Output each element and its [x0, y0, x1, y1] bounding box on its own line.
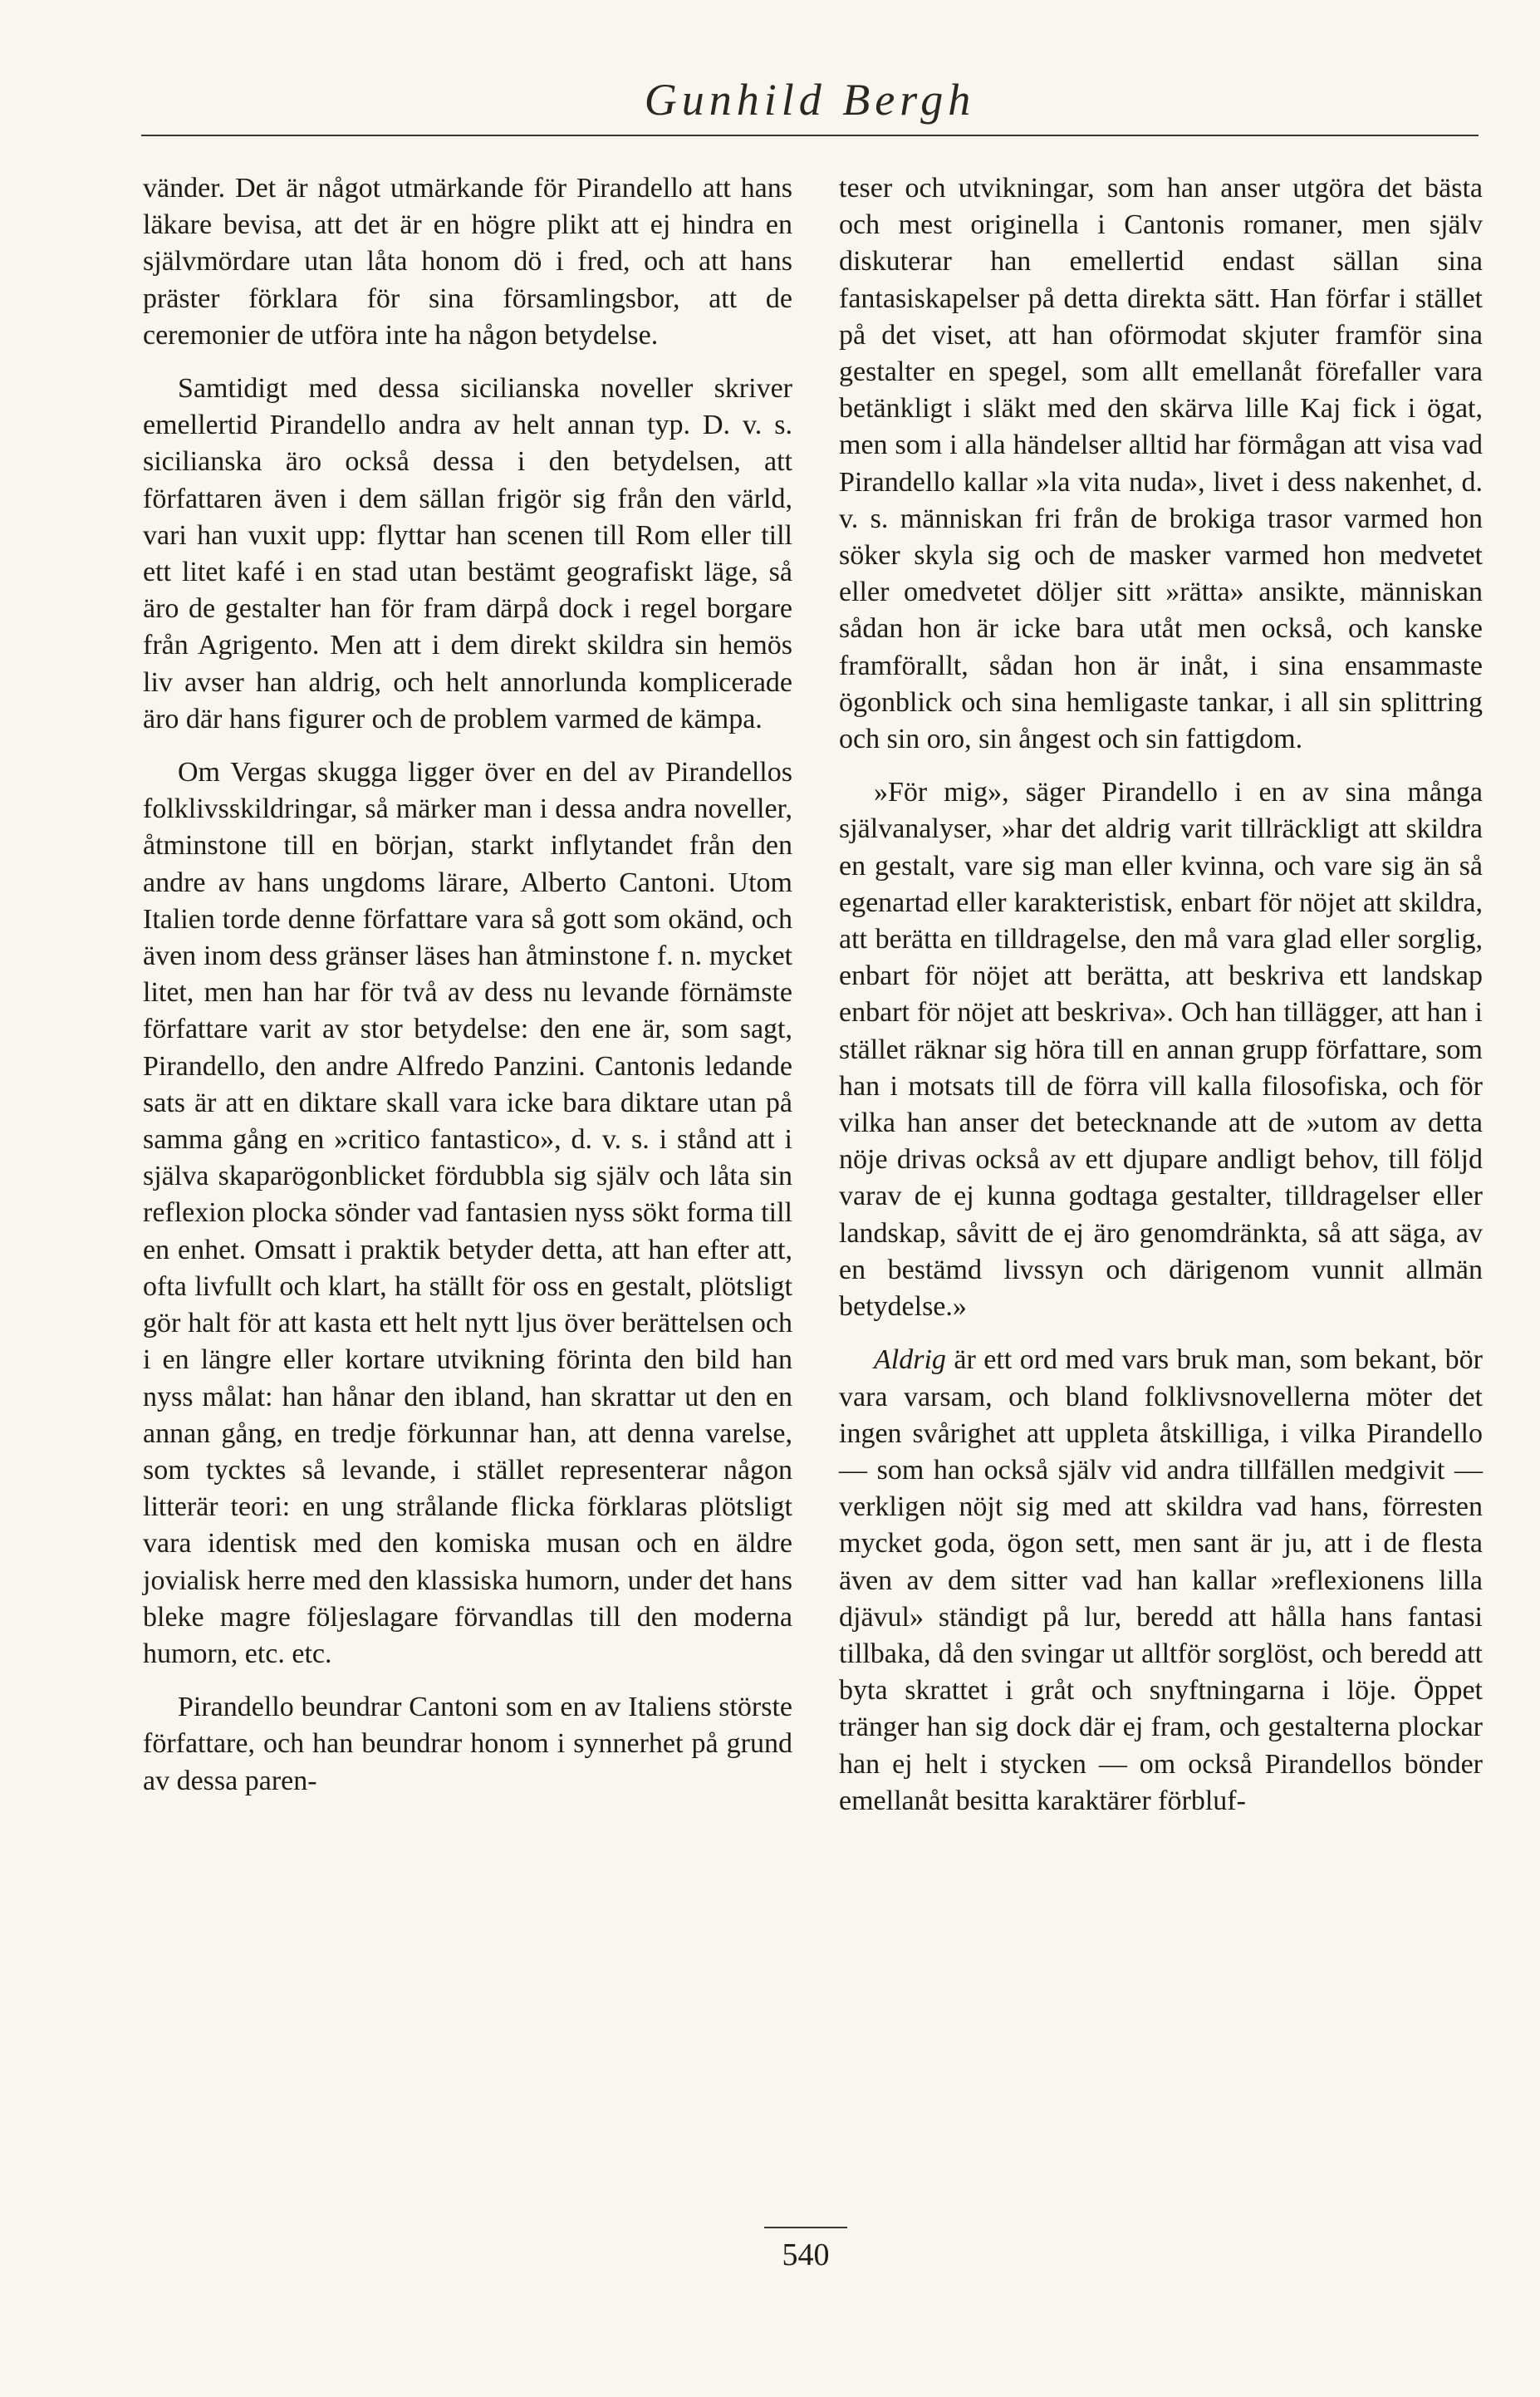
- running-title: Gunhild Bergh: [644, 75, 976, 125]
- paragraph-text: är ett ord med vars bruk man, som bekant, bör vara varsam, och bland folklivsnovellerna möter det ingen svårighet att uppleta åtskilliga, i vilka Pirandello — som han också själv vid andra tillfällen medgivit — verkligen nöjt sig med att skildra vad hans, förresten mycket goda, ögon sett, men sant är ju, att i de flesta även av dem sitter vad han kallar »reflexionens lilla djävul» ständigt på lur, beredd att hålla hans fantasi tillbaka, då den svingar ut alltför sorglöst, och beredd att byta skrattet i gråt och snyftningarna i löje. Öppet tränger han sig dock där ej fram, och gestalterna plockar han ej helt i stycken — om också Pirandellos bönder emellanåt besitta karaktärer förbluf-: [839, 1344, 1483, 1816]
- italic-lead-word: Aldrig: [874, 1344, 946, 1376]
- paragraph: [839, 1342, 1483, 1820]
- left-column: [143, 170, 792, 1800]
- header-rule: [141, 135, 1479, 136]
- footer-rule: [764, 2227, 847, 2228]
- paragraph: Samtidigt med dessa sicilianska noveller skriver emellertid Pirandello andra av helt annan typ. D. v. s. sicilianska äro också dessa i den betydelsen, att författaren även i dem sällan frigör sig från den värld, vari han vuxit upp: flyttar han scenen till Rom eller till ett litet kafé i en stad utan bestämt geografiskt läge, så äro de gestalter han för fram därpå dock i regel borgare från Agrigento. Men att i dem direkt skildra sin hemös liv avser han aldrig, och helt annorlunda komplicerade äro där hans figurer och de problem varmed de kämpa.: [143, 373, 792, 734]
- paragraph: teser och utvikningar, som han anser utgöra det bästa och mest originella i Cantonis romaner, men själv diskuterar han emellertid endast sällan sina fantasiskapelser på detta direkta sätt. Han förfar i stället på det viset, att han oförmodat skjuter framför sina gestalter en spegel, som allt emellanåt förefaller vara betänkligt i släkt med den skärva lille Kaj fick i ögat, men som i alla händelser alltid har förmågan att visa vad Pirandello kallar »la vita nuda», livet i dess nakenhet, d. v. s. människan fri från de brokiga trasor varmed hon söker skyla sig och de masker varmed hon medvetet eller omedvetet döljer sitt »rätta» ansikte, människan sådan hon är icke bara utåt men också, och kanske framförallt, sådan hon är inåt, i sina ensammaste ögonblick och sina hemligaste tankar, i all sin splittring och sin oro, sin ångest och sin fattigdom.: [839, 173, 1483, 755]
- paragraph: »För mig», säger Pirandello i en av sina många självanalyser, »har det aldrig varit tillräckligt att skildra en gestalt, vare sig man eller kvinna, och vare sig än så egenartad eller karakteristisk, enbart för nöjet att skildra, att berätta en tilldragelse, den må vara glad eller sorglig, enbart för nöjet att berätta, att beskriva ett landskap enbart för nöjet att beskriva». Och han tillägger, att han i stället räknar sig höra till en annan grupp författare, som han i motsats till de förra vill kalla filosofiska, och för vilka han anser det betecknande att de »utom av detta nöje drivas också av ett djupare andligt behov, till följd varav de ej kunna godtaga gestalter, tilldragelser eller landskap, såvitt de ej äro genomdränkta, så att säga, av en bestämd livssyn och därigenom vunnit allmän betydelse.»: [839, 777, 1483, 1323]
- paragraph: Pirandello beundrar Cantoni som en av Italiens störste författare, och han beundrar honom i synnerhet på grund av dessa paren-: [143, 1692, 792, 1796]
- right-column: [839, 170, 1483, 1820]
- paragraph: Om Vergas skugga ligger över en del av Pirandellos folklivsskildringar, så märker man i dessa andra noveller, åtminstone till en början, starkt inflytandet från den andre av hans ungdoms lärare, Alberto Cantoni. Utom Italien torde denne författare vara så gott som okänd, och även inom dess gränser läses han åtminstone f. n. mycket litet, men han har för två av dess nu levande förnämste författare varit av stor betydelse: den ene är, som sagt, Pirandello, den andre Alfredo Panzini. Cantonis ledande sats är att en diktare skall vara icke bara diktare utan på samma gång en »critico fantastico», d. v. s. i stånd att i själva skaparögonblicket fördubbla sig själv och låta sin reflexion plocka sönder vad fantasien nyss sökt forma till en enhet. Omsatt i praktik betyder detta, att han efter att, ofta livfullt och klart, ha ställt för oss en gestalt, plötsligt gör halt för att kasta ett helt nytt ljus över berättelsen och i en längre eller kortare utvikning förinta den bild han nyss målat: han hånar den ibland, han skrattar ut den en annan gång, en tredje förkunnar han, att denna varelse, som tycktes så levande, i stället representerar någon litterär teori: en ung strålande flicka förklaras plötsligt vara identisk med den komiska musan och en äldre jovialisk herre med den klassiska humorn, under det hans bleke magre följeslagare förvandlas till den moderna humorn, etc. etc.: [143, 757, 792, 1669]
- page-number: 540: [782, 2237, 830, 2272]
- paragraph: vänder. Det är något utmärkande för Pirandello att hans läkare bevisa, att det är en högre plikt att ej hindra en självmördare utan låta honom dö i fred, och att hans präster förklara för sina församlingsbor, att de ceremonier de utföra inte ha någon betydelse.: [143, 173, 792, 351]
- running-header: [141, 66, 1479, 133]
